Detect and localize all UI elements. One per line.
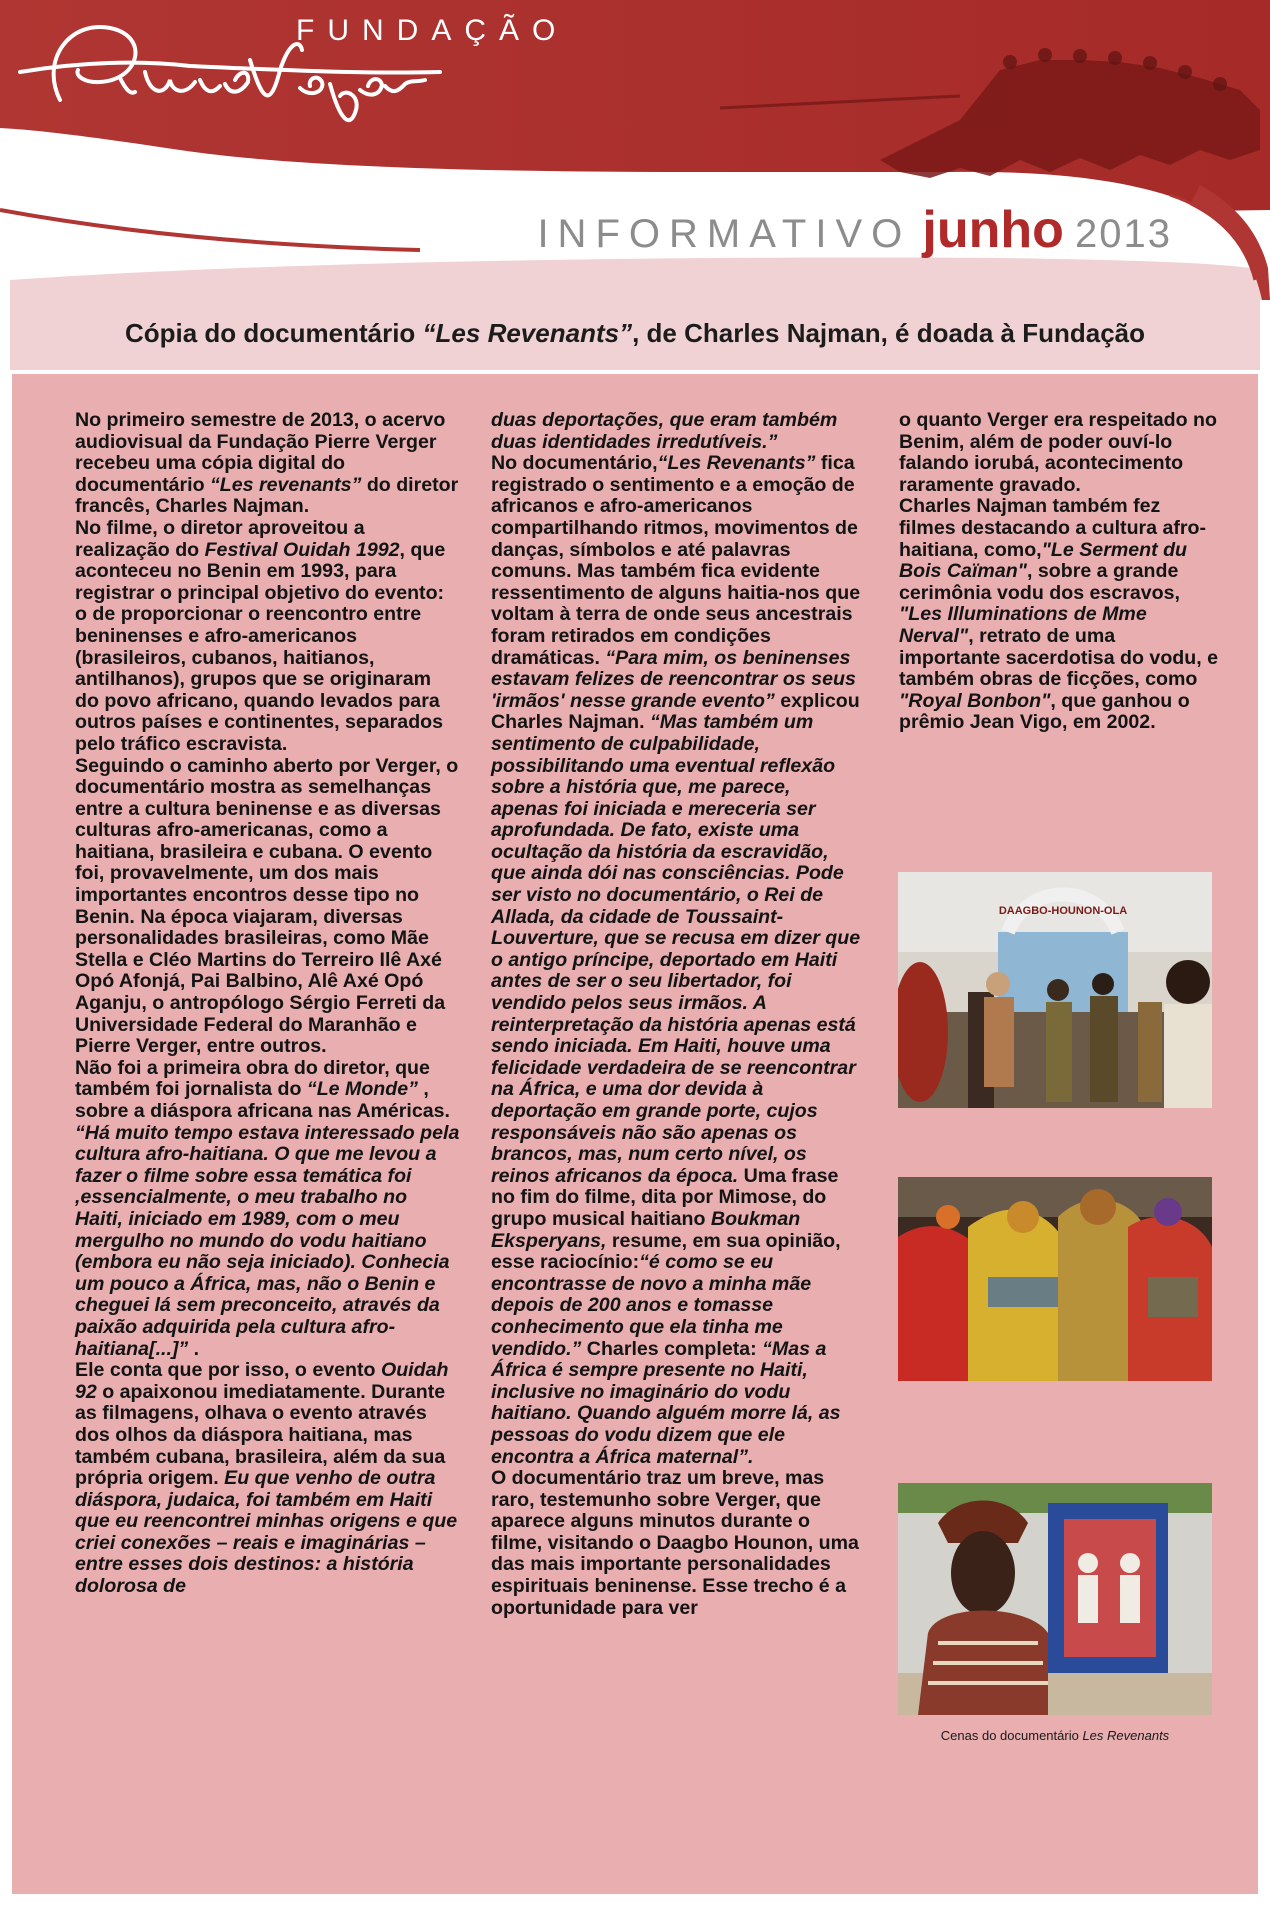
paragraph: duas deportações, que eram também duas identidades irredutíveis.” [491, 409, 838, 453]
paragraph: O documentário traz um breve, mas raro, testemunho sobre Verger, que aparece alguns minutos durante o filme, visitando o Daagbo Hounon, uma das mais importante personalidades espirituais beninense. Esse trecho é a oportunidade para ver [491, 1467, 859, 1619]
brand-top-word: FUNDAÇÃO [296, 14, 569, 47]
documentary-photo-ceremony [898, 1177, 1212, 1381]
issue-label: INFORMATIVO [537, 212, 912, 256]
article-column-2 [491, 410, 861, 1619]
paragraph: Não foi a primeira obra do diretor, que também foi jornalista do “Le Monde” , sobre a diáspora africana nas Américas. “Há muito tempo estava interessado pela cultura afro-haitiana. O que me levou a fazer o filme sobre essa temática foi ,essencialmente, o meu trabalho no Haiti, iniciado em 1989, com o meu mergulho no mundo do vodu haitiano (embora eu não seja iniciado). Conhecia um pouco a África, mas, não o Benin e cheguei lá sem preconceito, através da paixão adquirida pela cultura afro-haitiana[...]” . [75, 1056, 460, 1360]
photo-caption: Cenas do documentário Les Revenants [940, 1728, 1170, 1743]
paragraph: No documentário,“Les Revenants” fica registrado o sentimento e a emoção de africanos e afro-americanos compartilhando ritmos, movimentos de danças, símbolos e até palavras comuns. Mas também fica evidente ressentimento de alguns haitia-nos que voltam à terra de onde seus ancestrais foram retirados em condições dramáticas. “Para mim, os beninenses estavam felizes de reencontrar os seus 'irmãos' nesse grande evento” explicou Charles Najman. “Mas também um sentimento de culpabilidade, possibilitando uma eventual reflexão sobre a história que, me parece, apenas foi iniciada e mereceria ser aprofundada. De fato, existe uma ocultação da história da escravidão, que ainda dói nas consciências. Pode ser visto no documentário, o Rei de Allada, da cidade de Toussaint-Louverture, que se recusa em dizer que o antigo príncipe, deportado em Haiti antes de ser o seu libertador, foi vendido pelos seus irmãos. A reinterpretação da história apenas está sendo iniciada. Em Haiti, houve uma felicidade verdadeira de se reencontrar na África, e uma dor devida à deportação em grande porte, cujos responsáveis não são apenas os brancos, mas, num certo nível, os reinos africanos da época. Uma frase no fim do filme, dita por Mimose, do grupo musical haitiano Boukman Eksperyans, resume, em sua opinião, esse raciocínio:“é como se eu encontrasse de novo a minha mãe depois de 200 anos e tomasse conhecimento que ela tinha me vendido.” Charles completa: “Mas a África é sempre presente no Haiti, inclusive no imaginário do vodu haitiano. Quando alguém morre lá, as pessoas do vodu dizem que ele encontra a África maternal”. [491, 452, 861, 1468]
paragraph: Ele conta que por isso, o evento Ouidah 92 o apaixonou imediatamente. Durante as filmagens, olhava o evento através dos olhos da diáspora haitiana, mas também cubana, brasileira, além da sua própria origem. Eu que venho de outra diáspora, judaica, foi também em Haiti que eu reencontrei minhas origens e que criei conexões – reais e imaginárias – entre esses dois destinos: a história dolorosa de [75, 1359, 458, 1598]
title-part: , de Charles Najman, é doada à Fundação [632, 318, 1146, 348]
title-film: “Les Revenants” [422, 318, 633, 348]
paragraph: Charles Najman também fez filmes destacando a cultura afro-haitiana, como,"Le Serment du Bois Caïman", sobre a grande cerimônia vodu dos escravos, "Les Illuminations de Mme Nerval", retrato de uma importante sacerdotisa do vodu, e também obras de ficções, como "Royal Bonbon", que ganhou o prêmio Jean Vigo, em 2002. [899, 495, 1219, 734]
pierre-verger-logo [0, 0, 450, 140]
paragraph: Seguindo o caminho aberto por Verger, o documentário mostra as semelhanças entre a cultura beninense e as diversas culturas afro-americanas, como a haitiana, brasileira e cubana. O evento foi, provavelmente, um dos mais importantes encontros desse tipo no Benin. Na época viajaram, diversas personalidades brasileiras, como Mãe Stella e Cléo Martins do Terreiro Ilê Axé Opó Afonjá, Pai Balbino, Alê Axé Opó Aganju, o antropólogo Sérgio Ferreti da Universidade Federal do Maranhão e Pierre Verger, entre outros. [75, 754, 459, 1058]
title-part: Cópia do documentário [124, 318, 423, 348]
issue-month: junho [922, 201, 1064, 259]
brand-script-text [90, 72, 159, 83]
header [0, 0, 1270, 300]
paragraph: o quanto Verger era respeitado no Benim, além de poder ouví-lo falando iorubá, acontecimento raramente gravado. [899, 409, 1217, 496]
article-column-1 [75, 410, 460, 1598]
paragraph: No filme, o diretor aproveitou a realização do Festival Ouidah 1992, que aconteceu no Benin em 1993, para registrar o principal objetivo do evento: o de proporcionar o reencontro entre beninenses e afro-americanos (brasileiros, cubanos, haitianos, antilhanos), grupos que se originaram do povo africano, quando levados para outros países e continentes, separados pelo tráfico escravista. [75, 516, 446, 755]
gate-sign-text: DAAGBO-HOUNON-OLA [998, 905, 1128, 917]
article-title [10, 318, 1260, 349]
paragraph: No primeiro semestre de 2013, o acervo audiovisual da Fundação Pierre Verger recebeu uma cópia digital do documentário “Les revenants” do diretor francês, Charles Najman. [75, 409, 459, 518]
issue-year: 2013 [1075, 212, 1172, 256]
article-column-3 [899, 410, 1221, 734]
documentary-photo-gate [898, 872, 1212, 1108]
documentary-photo-portrait [898, 1483, 1212, 1715]
issue-line [537, 200, 1172, 260]
